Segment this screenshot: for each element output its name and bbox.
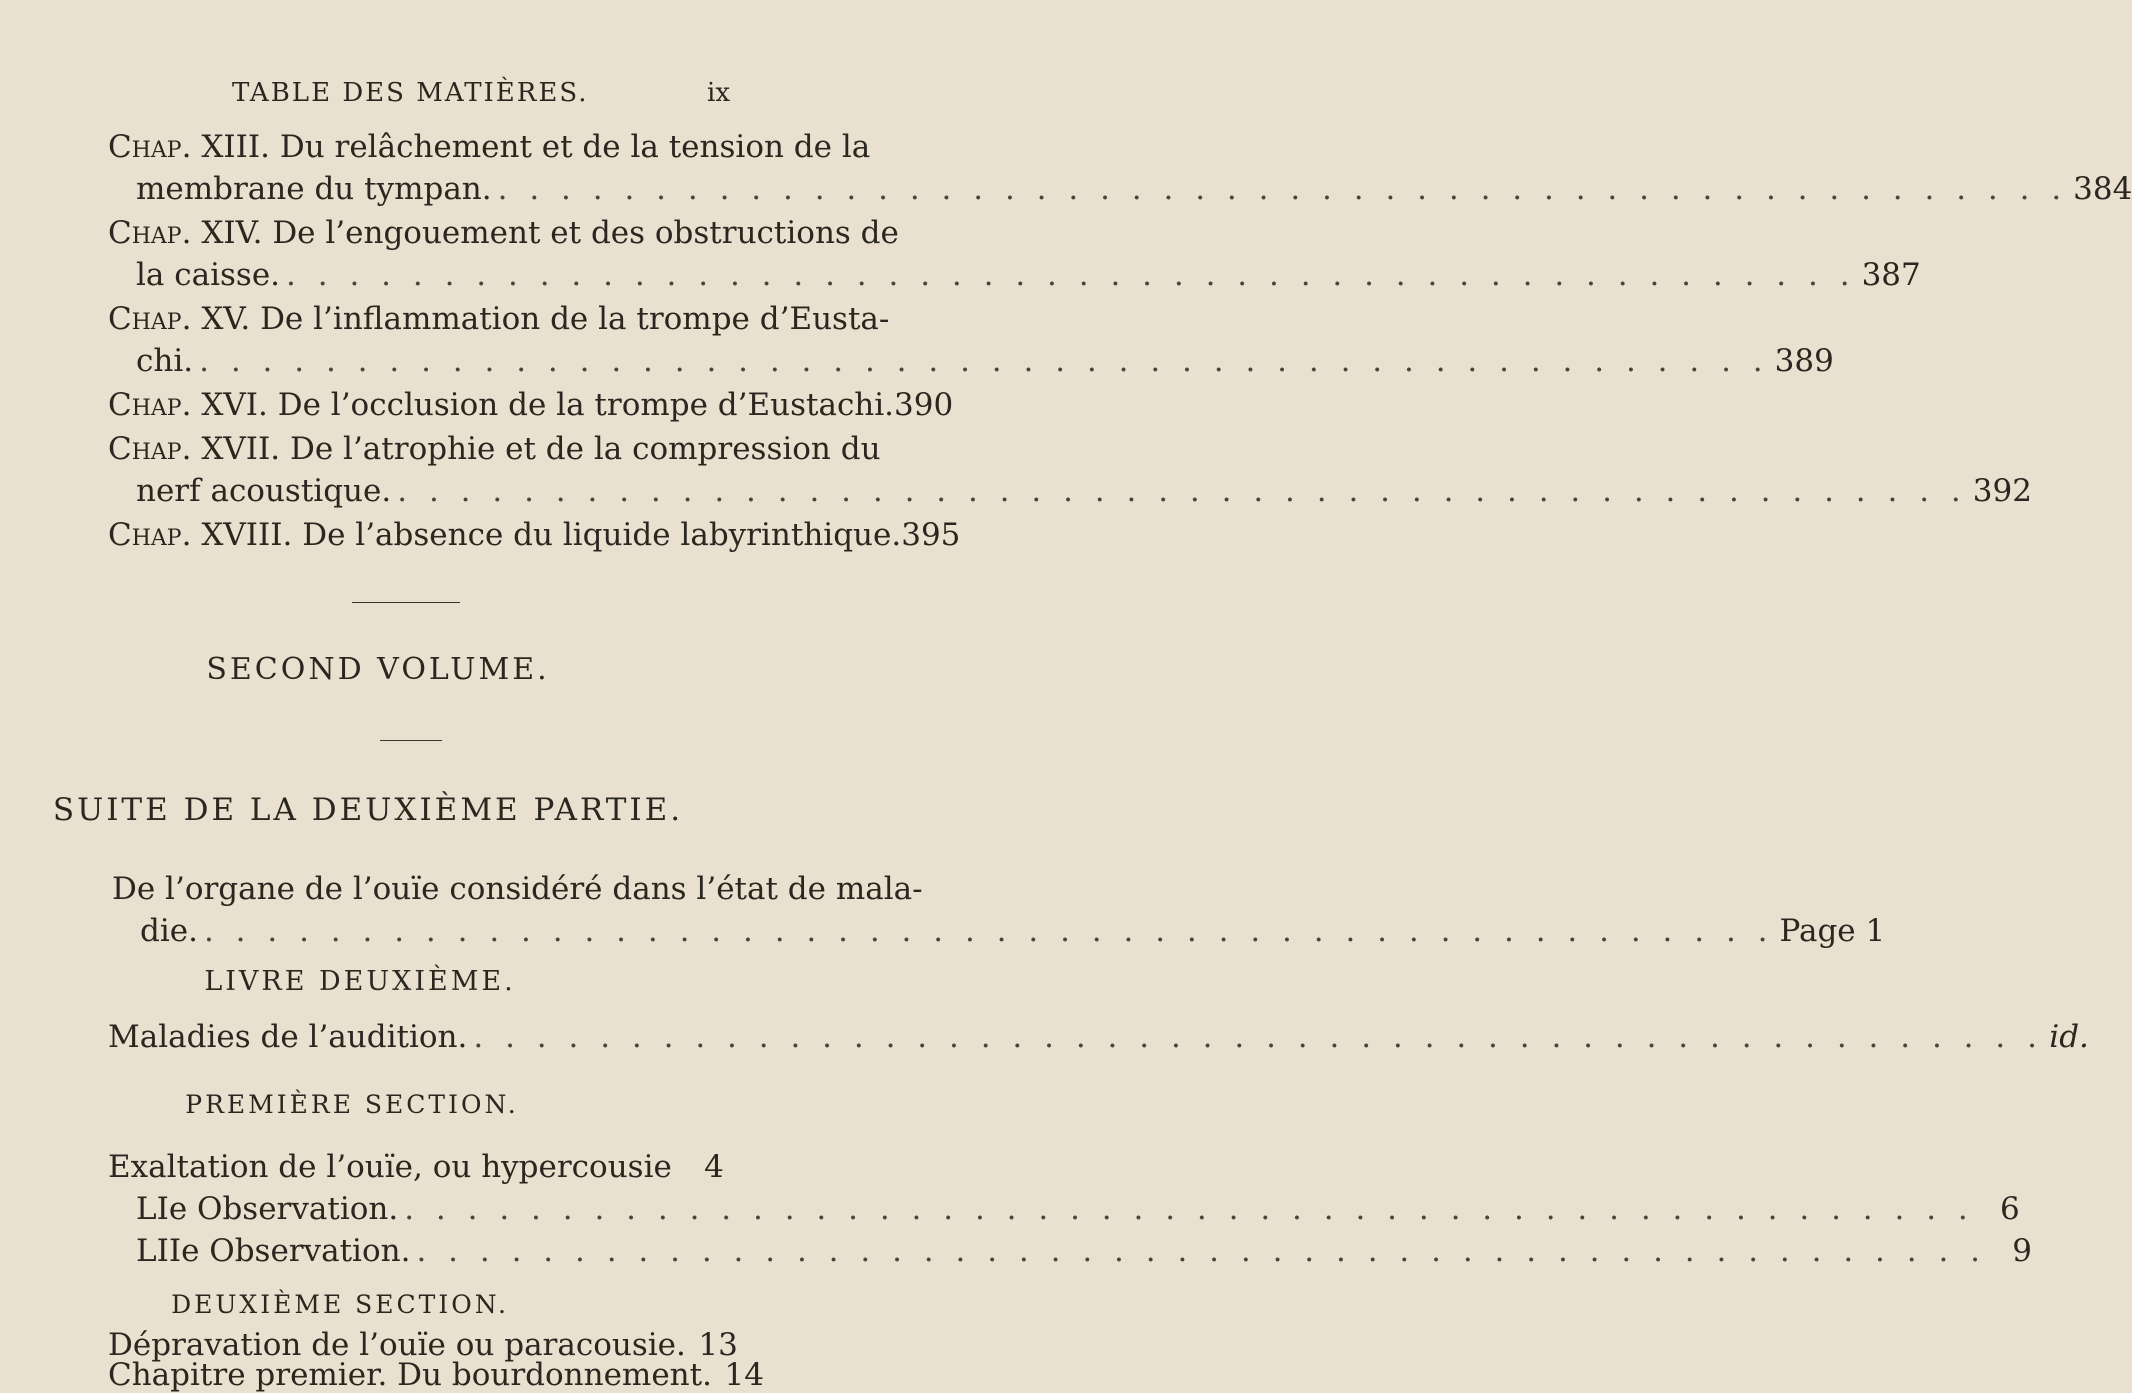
toc-entry-section1-0 [108,1146,724,1188]
toc-entry-chap-xviii [108,514,961,556]
dot-leader [199,340,1769,382]
toc-entry-part [112,868,1886,952]
chapter-number: XIV. [201,215,263,251]
chapter-title: De l’inflammation de la trompe d’Eusta- [260,301,890,337]
page-ref: 9 [2012,1233,2033,1269]
toc-entry-section2-1 [108,1357,764,1393]
page-ref: id. [2049,1019,2089,1055]
chapter-title: De l’absence du liquide labyrinthique. [302,517,902,553]
dot-leader [286,254,1856,296]
page-ref: 13 [698,1327,738,1363]
part-heading: SUITE DE LA DEUXIÈME PARTIE. [52,792,684,828]
toc-entry-section2-0 [108,1327,738,1363]
dot-leader [204,910,1774,952]
toc-entry-chap-xv [108,298,1834,382]
part-entry-title-cont: die. [140,913,198,949]
toc-entry-chap-xvii [108,428,2032,512]
chapter-number: XIII. [201,129,270,165]
page-ref: 4 [704,1149,724,1185]
chapter-label: Chap. [108,387,192,423]
volume-heading: SECOND VOLUME. [206,652,550,687]
chapter-title-cont: la caisse. [136,257,281,293]
running-head [0,78,800,118]
toc-entry-livre [108,1016,2089,1058]
page-ref: 390 [894,387,954,423]
entry-title: LIe Observation. [136,1191,399,1227]
chapter-title-cont: nerf acoustique. [136,473,392,509]
entry-title: Exaltation de l’ouïe, ou hypercousie [108,1149,672,1185]
page-ref: 387 [1861,257,1921,293]
entry-title: Dépravation de l’ouïe ou paracousie. [108,1327,686,1363]
divider-rule [352,602,460,603]
page-ref: 1 [1865,913,1886,949]
page-number: ix [707,78,730,108]
toc-entry-chap-xvi [108,384,954,426]
dot-leader [397,470,1967,512]
page-ref: 14 [724,1357,764,1393]
dot-leader [416,1230,1986,1272]
running-head-title: TABLE DES MATIÈRES. [232,78,589,108]
page-ref: 6 [2000,1191,2020,1227]
dot-leader [498,168,2068,210]
toc-entry-chap-xiv [108,212,1921,296]
livre-heading: LIVRE DEUXIÈME. [204,966,516,997]
toc-entry-section1-2 [136,1230,2033,1272]
part-entry-title: De l’organe de l’ouïe considéré dans l’état de mala- [112,871,923,907]
entry-title: Maladies de l’audition. [108,1019,468,1055]
page-ref: 395 [901,517,961,553]
chapter-label: Chap. [108,517,192,553]
chapter-number: XVIII. [201,517,293,553]
chapter-title: De l’engouement et des obstructions de [272,215,899,251]
chapter-title-cont: chi. [136,343,194,379]
chapter-label: Chap. [108,129,192,165]
page-label: Page [1779,913,1856,949]
entry-title: Chapitre premier. Du bourdonnement. [108,1357,712,1393]
toc-entry-chap-xiii [108,126,2132,210]
section1-heading: PREMIÈRE SECTION. [185,1090,519,1119]
chapter-title: De l’occlusion de la trompe d’Eustachi. [277,387,895,423]
chapter-number: XV. [201,301,251,337]
chapter-label: Chap. [108,215,192,251]
entry-title: LIIe Observation. [136,1233,411,1269]
page-ref: 392 [1972,473,2032,509]
chapter-title-cont: membrane du tympan. [136,171,492,207]
dot-leader [473,1016,2043,1058]
dot-leader [404,1188,1974,1230]
divider-rule [380,740,442,741]
chapter-number: XVII. [201,431,281,467]
chapter-label: Chap. [108,431,192,467]
section2-heading: DEUXIÈME SECTION. [171,1290,509,1319]
chapter-title: Du relâchement et de la tension de la [279,129,871,165]
chapter-label: Chap. [108,301,192,337]
chapter-title: De l’atrophie et de la compression du [289,431,881,467]
chapter-number: XVI. [201,387,268,423]
page-ref: 384 [2073,171,2132,207]
toc-entry-section1-1 [136,1188,2020,1230]
page-ref: 389 [1774,343,1834,379]
